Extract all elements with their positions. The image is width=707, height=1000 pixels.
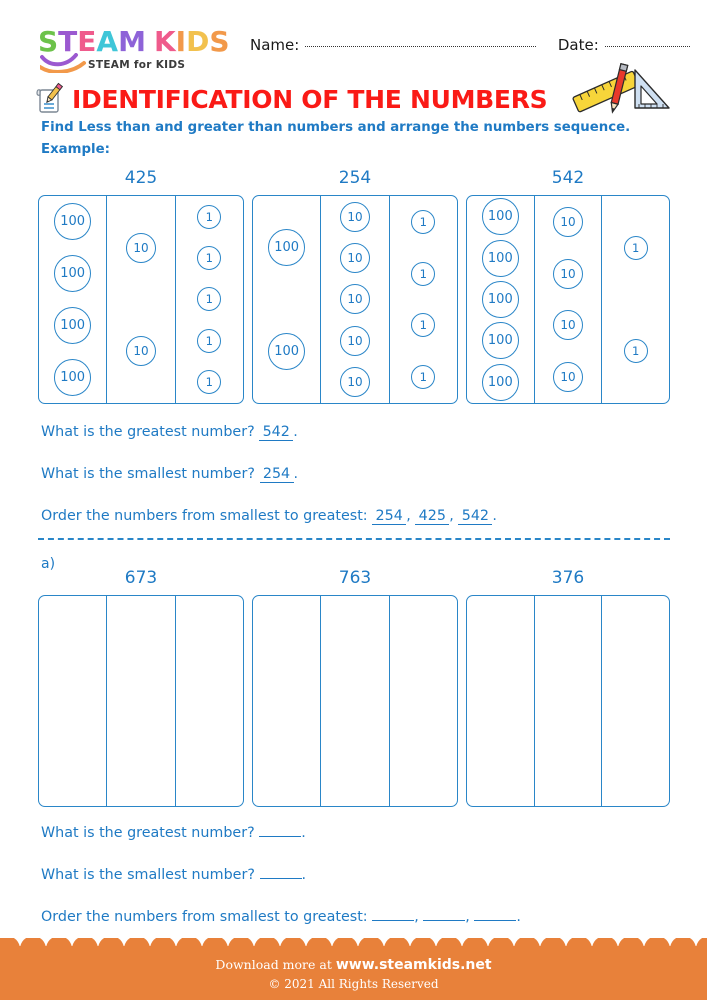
logo-letter-t: T <box>58 25 78 58</box>
part-a-label: a) <box>41 556 56 572</box>
logo-letter-s1: S <box>38 25 59 58</box>
answer-greatest[interactable] <box>259 836 301 837</box>
group-number-label: 425 <box>124 168 158 188</box>
comma: , <box>406 508 411 524</box>
place-value-chip: 100 <box>54 359 91 396</box>
question-text: What is the greatest number? <box>41 825 255 841</box>
comma: , <box>414 909 419 925</box>
place-value-chip: 10 <box>340 243 370 273</box>
logo-letter-a: A <box>96 25 119 58</box>
group-number-label: 542 <box>551 168 585 188</box>
group-number-label: 763 <box>338 568 372 588</box>
place-value-box <box>466 195 670 404</box>
ones-column <box>389 196 457 403</box>
place-value-box <box>252 195 458 404</box>
period: . <box>516 909 521 925</box>
place-value-chip: 10 <box>126 233 156 263</box>
section-divider <box>38 538 670 540</box>
tens-column[interactable] <box>534 596 602 806</box>
footer-site-link[interactable]: www.steamkids.net <box>335 957 492 973</box>
place-value-chip: 100 <box>268 333 305 370</box>
period: . <box>301 867 307 883</box>
page-title: IDENTIFICATION OF THE NUMBERS <box>72 84 548 114</box>
place-value-chip: 1 <box>197 205 221 229</box>
answer-order-2[interactable]: 425 <box>415 508 449 525</box>
hundreds-column <box>39 196 106 403</box>
answer-order-2[interactable] <box>423 920 465 921</box>
place-value-chip: 1 <box>411 365 435 389</box>
example-place-value-row <box>38 168 678 410</box>
place-value-group <box>252 568 458 813</box>
place-value-chip: 10 <box>553 362 583 392</box>
tens-column[interactable] <box>320 596 388 806</box>
date-input-line[interactable] <box>605 46 690 47</box>
period: . <box>492 508 497 524</box>
place-value-chip: 10 <box>553 207 583 237</box>
name-input-line[interactable] <box>305 46 536 47</box>
footer-body <box>0 951 707 1000</box>
place-value-chip: 1 <box>624 339 648 363</box>
place-value-chip: 1 <box>411 262 435 286</box>
page-footer <box>0 938 707 1000</box>
hundreds-column <box>253 196 320 403</box>
group-number-label: 673 <box>124 568 158 588</box>
part-a-question-smallest <box>41 867 306 883</box>
notepad-pencil-icon <box>34 82 68 116</box>
place-value-chip: 10 <box>340 202 370 232</box>
part-a-place-value-row <box>38 568 678 813</box>
place-value-box-empty[interactable] <box>38 595 244 807</box>
logo-letter-e: E <box>77 25 97 58</box>
place-value-chip: 1 <box>624 236 648 260</box>
place-value-chip: 100 <box>54 307 91 344</box>
ones-column <box>601 196 669 403</box>
place-value-chip: 100 <box>482 198 519 235</box>
answer-order-1[interactable]: 254 <box>372 508 406 525</box>
question-text: Order the numbers from smallest to greatest: <box>41 508 368 524</box>
hundreds-column[interactable] <box>39 596 106 806</box>
answer-order-1[interactable] <box>372 920 414 921</box>
place-value-group <box>252 168 458 410</box>
answer-smallest[interactable]: 254 <box>260 466 294 483</box>
group-number-label: 254 <box>338 168 372 188</box>
place-value-chip: 100 <box>482 240 519 277</box>
logo-letter-m: M <box>118 25 146 58</box>
place-value-group <box>466 168 670 410</box>
place-value-chip: 1 <box>197 370 221 394</box>
date-label: Date: <box>557 36 599 54</box>
logo-letter-k: K <box>153 25 176 58</box>
place-value-box-empty[interactable] <box>252 595 458 807</box>
logo-letter-i: I <box>175 25 187 58</box>
tens-column <box>320 196 388 403</box>
place-value-box <box>38 195 244 404</box>
place-value-chip: 1 <box>197 246 221 270</box>
place-value-chip: 10 <box>340 284 370 314</box>
ruler-pencil-setsquare-icon <box>565 58 677 120</box>
part-a-question-order <box>41 909 521 925</box>
group-number-label: 376 <box>551 568 585 588</box>
example-label: Example: <box>41 142 110 157</box>
example-question-order <box>41 508 497 525</box>
answer-smallest[interactable] <box>260 878 302 879</box>
ones-column <box>175 196 243 403</box>
place-value-box-empty[interactable] <box>466 595 670 807</box>
logo-space <box>146 28 154 56</box>
answer-order-3[interactable]: 542 <box>458 508 492 525</box>
place-value-chip: 100 <box>54 203 91 240</box>
name-label: Name: <box>250 36 300 54</box>
comma: , <box>465 909 470 925</box>
period: . <box>301 825 306 841</box>
logo-tagline: STEAM for KIDS <box>88 59 186 71</box>
example-question-smallest <box>41 466 298 483</box>
place-value-chip: 1 <box>197 287 221 311</box>
hundreds-column <box>467 196 534 403</box>
place-value-chip: 1 <box>411 210 435 234</box>
ones-column[interactable] <box>389 596 457 806</box>
place-value-chip: 100 <box>482 281 519 318</box>
tens-column <box>534 196 602 403</box>
place-value-chip: 10 <box>340 326 370 356</box>
footer-download-prefix: Download more at <box>215 957 332 972</box>
footer-copyright: © 2021 All Rights Reserved <box>268 977 439 991</box>
hundreds-column[interactable] <box>467 596 534 806</box>
tens-column <box>106 196 174 403</box>
logo-letter-s2: S <box>209 25 230 58</box>
tens-column[interactable] <box>106 596 174 806</box>
place-value-group <box>466 568 670 813</box>
place-value-chip: 100 <box>54 255 91 292</box>
worksheet-instruction: Find Less than and greater than numbers and arrange the numbers sequence. <box>41 120 631 135</box>
hundreds-column[interactable] <box>253 596 320 806</box>
question-text: Order the numbers from smallest to greatest: <box>41 909 368 925</box>
question-text: What is the smallest number? <box>41 466 255 482</box>
period: . <box>293 424 298 440</box>
ones-column[interactable] <box>175 596 243 806</box>
place-value-chip: 10 <box>553 259 583 289</box>
place-value-chip: 1 <box>197 329 221 353</box>
example-question-greatest <box>41 424 298 441</box>
place-value-chip: 10 <box>126 336 156 366</box>
answer-order-3[interactable] <box>474 920 516 921</box>
place-value-chip: 100 <box>268 229 305 266</box>
comma: , <box>449 508 454 524</box>
logo-letter-d: D <box>186 25 210 58</box>
answer-greatest[interactable]: 542 <box>259 424 293 441</box>
steam-kids-logo <box>38 25 238 76</box>
part-a-question-greatest <box>41 825 306 841</box>
question-text: What is the greatest number? <box>41 424 255 440</box>
logo-wordmark <box>38 25 238 58</box>
period: . <box>293 466 299 482</box>
place-value-chip: 100 <box>482 322 519 359</box>
ones-column[interactable] <box>601 596 669 806</box>
footer-download-line <box>0 957 707 973</box>
question-text: What is the smallest number? <box>41 867 255 883</box>
place-value-group <box>38 168 244 410</box>
place-value-chip: 1 <box>411 313 435 337</box>
place-value-chip: 10 <box>340 367 370 397</box>
place-value-chip: 100 <box>482 364 519 401</box>
place-value-chip: 10 <box>553 310 583 340</box>
place-value-group <box>38 568 244 813</box>
